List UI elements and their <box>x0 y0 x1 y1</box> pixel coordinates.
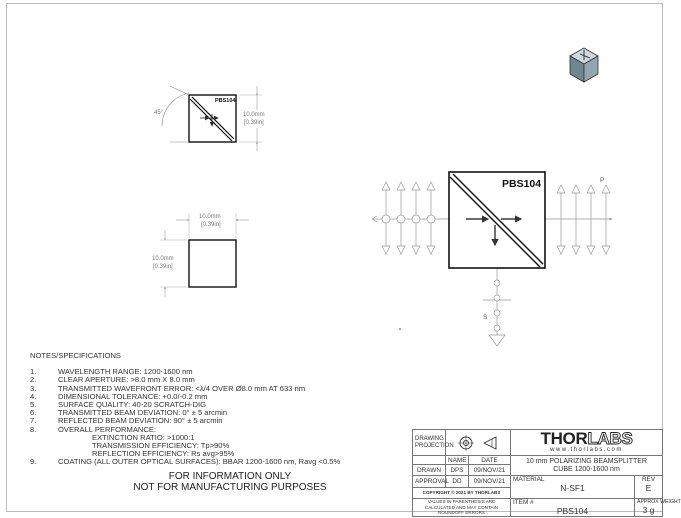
note-sub-item: TRANSMISSION EFFICIENCY: Tp>90% <box>92 441 230 451</box>
p-polarization-label: P <box>600 177 605 184</box>
note-sub-item: EXTINCTION RATIO: >1000:1 <box>92 432 195 442</box>
angle-label: 45° <box>154 110 164 116</box>
approval-date: 09/NOV/21 <box>469 476 511 488</box>
front-view <box>152 213 249 297</box>
notes-specifications <box>30 352 410 467</box>
approval-label: APPROVAL <box>413 476 446 488</box>
weight-value: 3 g <box>642 505 655 515</box>
top-view <box>154 86 265 151</box>
top-view-dim-in: [0.39in] <box>244 120 264 126</box>
notes-title: NOTES/SPECIFICATIONS <box>30 351 121 360</box>
approval-name: DD <box>446 476 469 488</box>
incoming-beam-arrows <box>372 182 452 255</box>
information-only-notice <box>120 471 340 493</box>
stray-dot <box>399 328 401 330</box>
title-block <box>412 429 681 517</box>
rev-label: REV <box>641 476 656 483</box>
top-view-part-label: PBS104 <box>215 98 236 104</box>
logo-labs: LABS <box>587 429 633 448</box>
note-sub-item: REFLECTION EFFICIENCY: Rs avg>95% <box>92 449 235 459</box>
drawn-date: 09/NOV/21 <box>469 465 511 476</box>
item-cell <box>511 499 635 517</box>
main-view-part-label: PBS104 <box>502 178 542 190</box>
company-logo <box>511 430 663 456</box>
top-view-dim-mm: 10.0mm <box>243 112 265 118</box>
note-item: 4. DIMENSIONAL TOLERANCE: +0.0/-0.2 mm <box>30 391 208 401</box>
material-value: N-SF1 <box>560 483 585 493</box>
note-item: 6. TRANSMITTED BEAM DEVIATION: 0° ± 5 arcmin <box>30 408 228 418</box>
weight-cell <box>635 499 681 517</box>
material-cell <box>511 476 635 499</box>
weight-label: APPROX WEIGHT <box>637 499 681 505</box>
projection-symbol <box>446 430 511 456</box>
notes-list <box>30 368 410 466</box>
rev-value: E <box>645 483 652 493</box>
third-angle-projection-icon <box>448 434 508 452</box>
note-item: 3. TRANSMITTED WAVEFRONT ERROR: <λ/4 OVER Ø8.0 mm AT 633 nm <box>30 383 306 393</box>
drawn-name: DPS <box>446 465 469 476</box>
date-header: DATE <box>469 456 511 465</box>
p-beam-arrows <box>545 185 612 255</box>
front-view-height-mm: 10.0mm <box>152 256 174 262</box>
front-view-width-mm: 10.0mm <box>199 214 221 220</box>
s-polarization-label: S <box>483 314 488 321</box>
note-item: 8. OVERALL PERFORMANCE: <box>30 424 157 434</box>
projection-label: DRAWING PROJECTION <box>413 430 446 456</box>
company-website: www.thorlabs.com <box>550 447 623 453</box>
note-item: 5. SURFACE QUALITY: 40-20 SCRATCH-DIG <box>30 400 206 410</box>
s-beam-arrows <box>483 268 511 346</box>
copyright: COPYRIGHT © 2021 BY THORLABS <box>413 488 511 499</box>
front-view-width-in: [0.39in] <box>201 222 221 228</box>
main-view <box>372 172 612 346</box>
note-item: 1. WAVELENGTH RANGE: 1200-1600 nm <box>30 367 193 377</box>
drawn-label: DRAWN <box>413 465 446 476</box>
note-item: 7. REFLECTED BEAM DEVIATION: 90° ± 5 arcmin <box>30 416 223 426</box>
info-line-1: FOR INFORMATION ONLY <box>168 471 292 482</box>
info-line-2: NOT FOR MANUFACTURING PURPOSES <box>133 482 327 493</box>
isometric-cube-icon <box>570 48 598 82</box>
note-item: 2. CLEAR APERTURE: >8.0 mm X 8.0 mm <box>30 375 195 385</box>
part-description: 10 mm POLARIZING BEAMSPLITTER CUBE 1200-1600 nm <box>511 456 663 476</box>
item-label: ITEM # <box>513 499 534 506</box>
rev-cell <box>635 476 663 499</box>
name-header: NAME <box>446 456 469 465</box>
material-label: MATERIAL <box>513 476 545 483</box>
item-value: PBS104 <box>556 506 589 516</box>
logo-thor: THOR <box>540 429 588 448</box>
note-item: 9. COATING (ALL OUTER OPTICAL SURFACES): BBAR 1200-1600 nm, Ravg <0.5% <box>30 457 341 467</box>
roundoff-disclaimer: VALUES IN PARENTHESIS ARE CALCULATED AND MAY CONTAIN ROUNDOFF ERRORS <box>413 499 511 517</box>
front-view-height-in: [0.39in] <box>153 264 173 270</box>
